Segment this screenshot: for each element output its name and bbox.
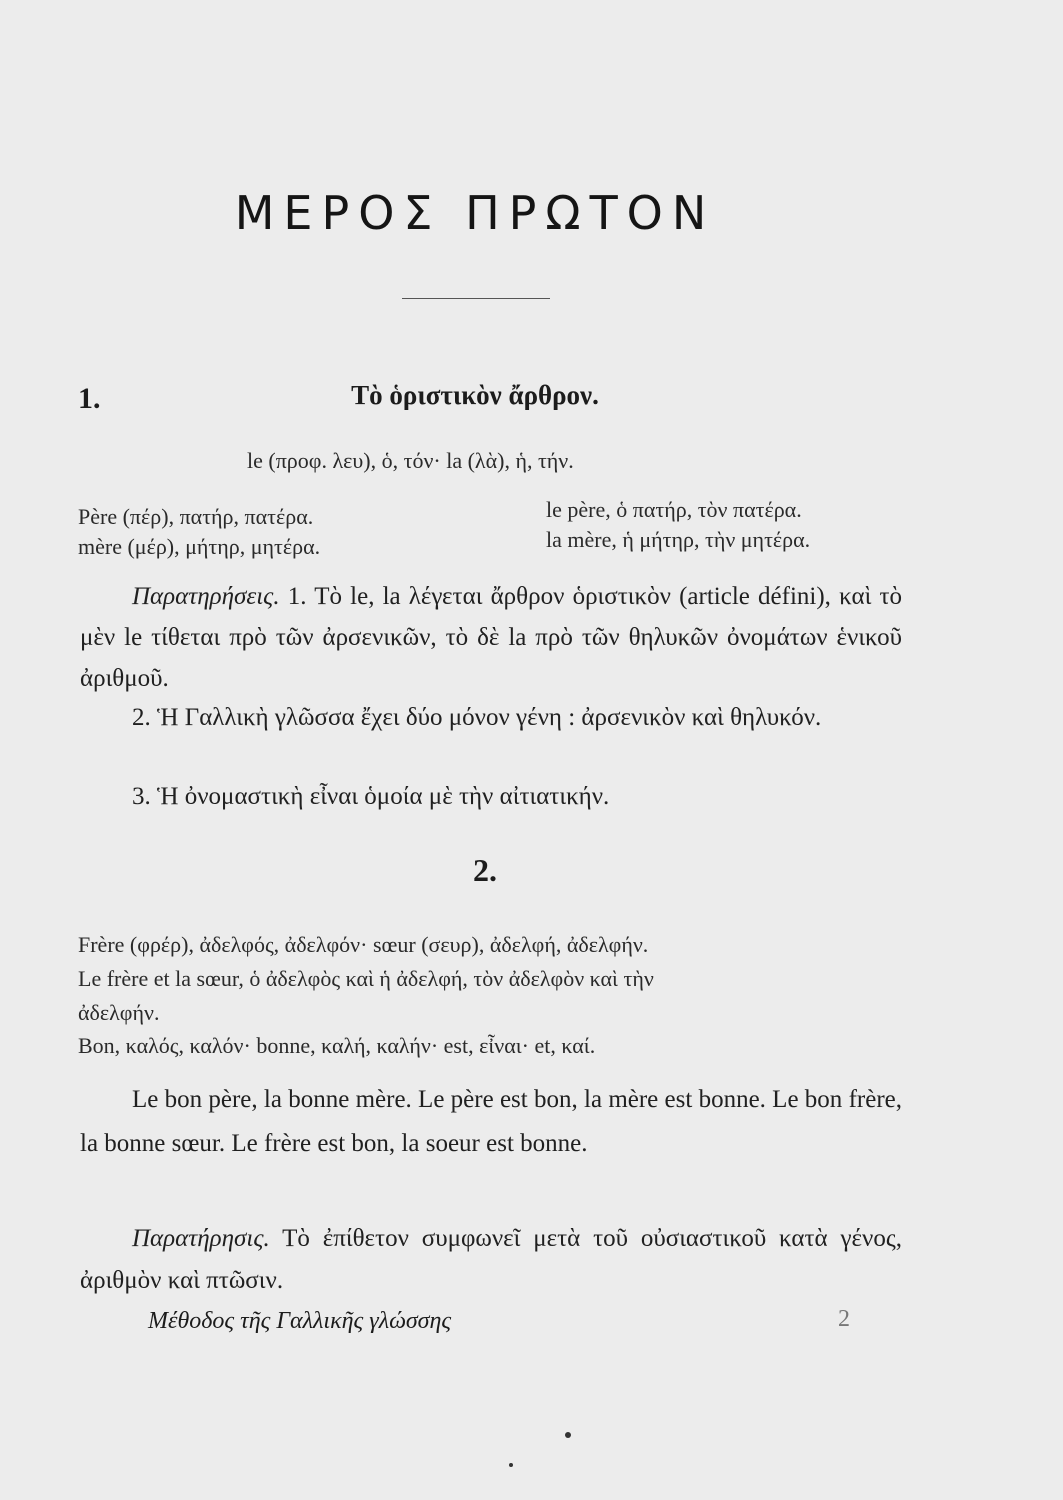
vocab-line-1: Frère (φρέρ), ἀδελφός, ἀδελφόν· sœur (σευρ), ἀδελφή, ἀδελφήν. [78, 932, 649, 957]
vocab-left-1: Père (πέρ), πατήρ, πατέρα. [78, 504, 314, 529]
vocab-line-2: Le frère et la sœur, ὁ ἀδελφὸς καὶ ἡ ἀδελφή, τὸν ἀδελφὸν καὶ τὴν [78, 966, 654, 991]
section-2-remark-paragraph [80, 1218, 902, 1302]
remark-1-text: 1. Τὸ le, la λέγεται ἄρθρον ὁριστικὸν (article défini), καὶ τὸ μὲν le τίθεται πρὸ τῶν ἀρσενικῶν, τὸ δὲ la πρὸ τῶν θηλυκῶν ὀνομάτων ἑνικοῦ ἀριθμοῦ. [80, 583, 903, 692]
vocab-line-3: Bon, καλός, καλόν· bonne, καλή, καλήν· est, εἶναι· et, καί. [78, 1033, 596, 1058]
remark-text: Τὸ ἐπίθετον συμφωνεῖ μετὰ τοῦ οὐσιαστικοῦ κατὰ γένος, ἀριθμὸν καὶ πτῶσιν. [80, 1225, 902, 1294]
print-speck [565, 1432, 571, 1438]
remarks-label: Παρατηρήσεις. [132, 583, 280, 610]
section-1-number: 1. [78, 382, 101, 415]
part-title: ΜΕΡΟΣ ΠΡΩΤΟΝ [234, 186, 716, 240]
pronunciation-line: le (προφ. λευ), ὁ, τόν· la (λὰ), ἡ, τήν. [247, 448, 574, 473]
exercise-paragraph: Le bon père, la bonne mère. Le père est bon, la mère est bonne. Le bon frère, la bonne sœur. Le frère est bon, la soeur est bonne. [80, 1086, 902, 1157]
remark-1-paragraph [80, 576, 902, 699]
section-2-number: 2. [473, 852, 497, 888]
remark-2-paragraph: 2. Ἡ Γαλλικὴ γλῶσσα ἔχει δύο μόνον γένη : ἀρσενικὸν καὶ θηλυκόν. [132, 704, 822, 731]
footer-book-title: Μέθοδος τῆς Γαλλικῆς γλώσσης [148, 1308, 452, 1334]
vocab-line-2-cont: ἀδελφήν. [78, 1000, 160, 1025]
print-speck [509, 1463, 513, 1467]
vocab-right-2: la mère, ἡ μήτηρ, τὴν μητέρα. [546, 527, 811, 552]
remark-label: Παρατήρησις. [132, 1225, 270, 1252]
vocab-left-2: mère (μέρ), μήτηρ, μητέρα. [78, 534, 321, 559]
title-divider [402, 298, 550, 299]
vocab-right-1: le père, ὁ πατήρ, τὸν πατέρα. [546, 497, 802, 522]
page-number: 2 [838, 1306, 850, 1332]
section-1-title: Τὸ ὁριστικὸν ἄρθρον. [351, 380, 599, 410]
remark-3-paragraph: 3. Ἡ ὀνομαστικὴ εἶναι ὁμοία μὲ τὴν αἰτιατικήν. [132, 783, 610, 810]
